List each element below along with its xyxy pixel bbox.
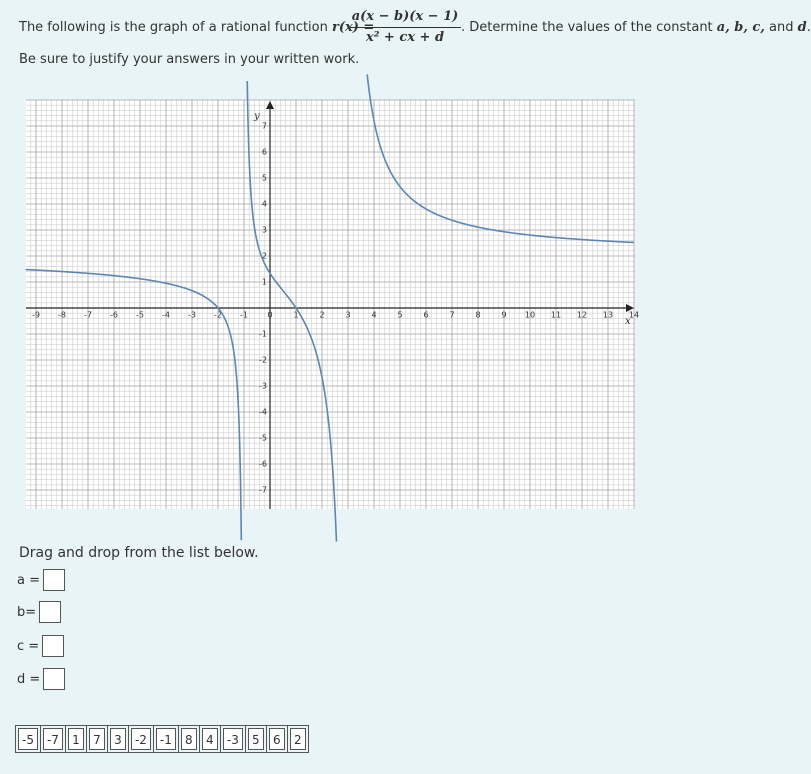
x-tick-label: 8 bbox=[475, 310, 481, 320]
drag-tile[interactable]: 1 bbox=[68, 728, 84, 750]
fraction-bar bbox=[349, 27, 461, 28]
constant-d: d bbox=[797, 20, 807, 35]
x-axis-label: x bbox=[625, 316, 631, 327]
y-tick-label: 4 bbox=[261, 199, 267, 209]
x-tick-label: 0 bbox=[267, 310, 273, 320]
drag-prompt: Drag and drop from the list below. bbox=[19, 545, 259, 561]
y-tick-label: 3 bbox=[261, 225, 267, 235]
y-tick-label: 1 bbox=[261, 277, 267, 287]
y-tick-label: -4 bbox=[259, 407, 267, 417]
y-axis-label: y bbox=[254, 111, 260, 122]
x-tick-label: 4 bbox=[371, 310, 377, 320]
rational-fraction bbox=[349, 8, 461, 47]
y-tick-label: -2 bbox=[259, 355, 267, 365]
draggable-tiles bbox=[18, 728, 311, 750]
drag-tile[interactable]: 6 bbox=[269, 728, 285, 750]
drag-tile[interactable]: -3 bbox=[223, 728, 243, 750]
x-tick-label: 3 bbox=[345, 310, 351, 320]
slot-a-label: a = bbox=[17, 572, 40, 588]
y-tick-label: 7 bbox=[261, 121, 267, 131]
drop-box-d[interactable] bbox=[43, 668, 65, 690]
x-tick-label: -9 bbox=[32, 310, 40, 320]
curve-right-branch bbox=[367, 74, 634, 242]
x-tick-label: 5 bbox=[397, 310, 403, 320]
x-tick-label: 10 bbox=[524, 310, 536, 320]
y-tick-label: 6 bbox=[261, 147, 267, 157]
drag-tile[interactable]: 4 bbox=[202, 728, 218, 750]
y-tick-label: 5 bbox=[261, 173, 267, 183]
fraction-denominator: x² + cx + d bbox=[365, 30, 445, 45]
slot-b-label: b= bbox=[17, 604, 37, 620]
x-tick-label: 7 bbox=[449, 310, 455, 320]
drag-tile[interactable]: 3 bbox=[110, 728, 126, 750]
function-name: r(x) = bbox=[331, 20, 375, 35]
drag-tile[interactable]: -2 bbox=[131, 728, 151, 750]
x-tick-label: -1 bbox=[240, 310, 248, 320]
drag-tile[interactable]: -7 bbox=[43, 728, 63, 750]
x-tick-label: -4 bbox=[162, 310, 170, 320]
question-intro bbox=[19, 18, 374, 38]
x-tick-label: -8 bbox=[58, 310, 66, 320]
y-tick-label: 2 bbox=[261, 251, 267, 261]
x-tick-label: -7 bbox=[84, 310, 92, 320]
drop-box-b[interactable] bbox=[39, 601, 61, 623]
y-tick-label: -3 bbox=[259, 381, 267, 391]
fraction-numerator: a(x − b)(x − 1) bbox=[351, 9, 459, 24]
slot-d bbox=[17, 668, 65, 690]
drop-box-a[interactable] bbox=[43, 569, 65, 591]
x-tick-label: 9 bbox=[501, 310, 507, 320]
drag-tile[interactable]: 7 bbox=[89, 728, 105, 750]
period-text: . bbox=[806, 20, 811, 35]
x-tick-label: 6 bbox=[423, 310, 429, 320]
justify-instruction: Be sure to justify your answers in your written work. bbox=[19, 52, 360, 67]
x-tick-label: 14 bbox=[628, 310, 640, 320]
function-graph bbox=[26, 100, 640, 509]
slot-a bbox=[17, 569, 65, 591]
intro-text: The following is the graph of a rational function bbox=[19, 20, 332, 35]
y-tick-label: -1 bbox=[259, 329, 267, 339]
x-tick-label: 2 bbox=[319, 310, 325, 320]
x-tick-label: -2 bbox=[214, 310, 222, 320]
y-tick-label: -7 bbox=[259, 485, 267, 495]
x-tick-label: -6 bbox=[110, 310, 118, 320]
x-tick-label: -3 bbox=[188, 310, 196, 320]
drag-tile[interactable]: 8 bbox=[181, 728, 197, 750]
graph-svg bbox=[26, 100, 640, 509]
slot-b bbox=[17, 601, 61, 623]
question-rest bbox=[461, 18, 811, 38]
slot-d-label: d = bbox=[17, 671, 41, 687]
rest-text: . Determine the values of the constant bbox=[461, 20, 717, 35]
drag-tile[interactable]: 2 bbox=[290, 728, 306, 750]
y-tick-label: -6 bbox=[259, 459, 267, 469]
y-tick-label: -5 bbox=[259, 433, 267, 443]
drag-tile[interactable]: -5 bbox=[18, 728, 38, 750]
x-tick-label: 13 bbox=[602, 310, 614, 320]
slot-c-label: c = bbox=[17, 638, 40, 654]
drag-tile[interactable]: -1 bbox=[156, 728, 176, 750]
x-tick-label: 12 bbox=[576, 310, 588, 320]
x-tick-label: 11 bbox=[550, 310, 562, 320]
drop-box-c[interactable] bbox=[42, 635, 64, 657]
x-tick-label: 1 bbox=[293, 310, 299, 320]
x-tick-label: -5 bbox=[136, 310, 144, 320]
slot-c bbox=[17, 635, 64, 657]
and-text: and bbox=[764, 20, 798, 35]
constants-list: a, b, c, bbox=[716, 20, 765, 35]
drag-tile[interactable]: 5 bbox=[248, 728, 264, 750]
